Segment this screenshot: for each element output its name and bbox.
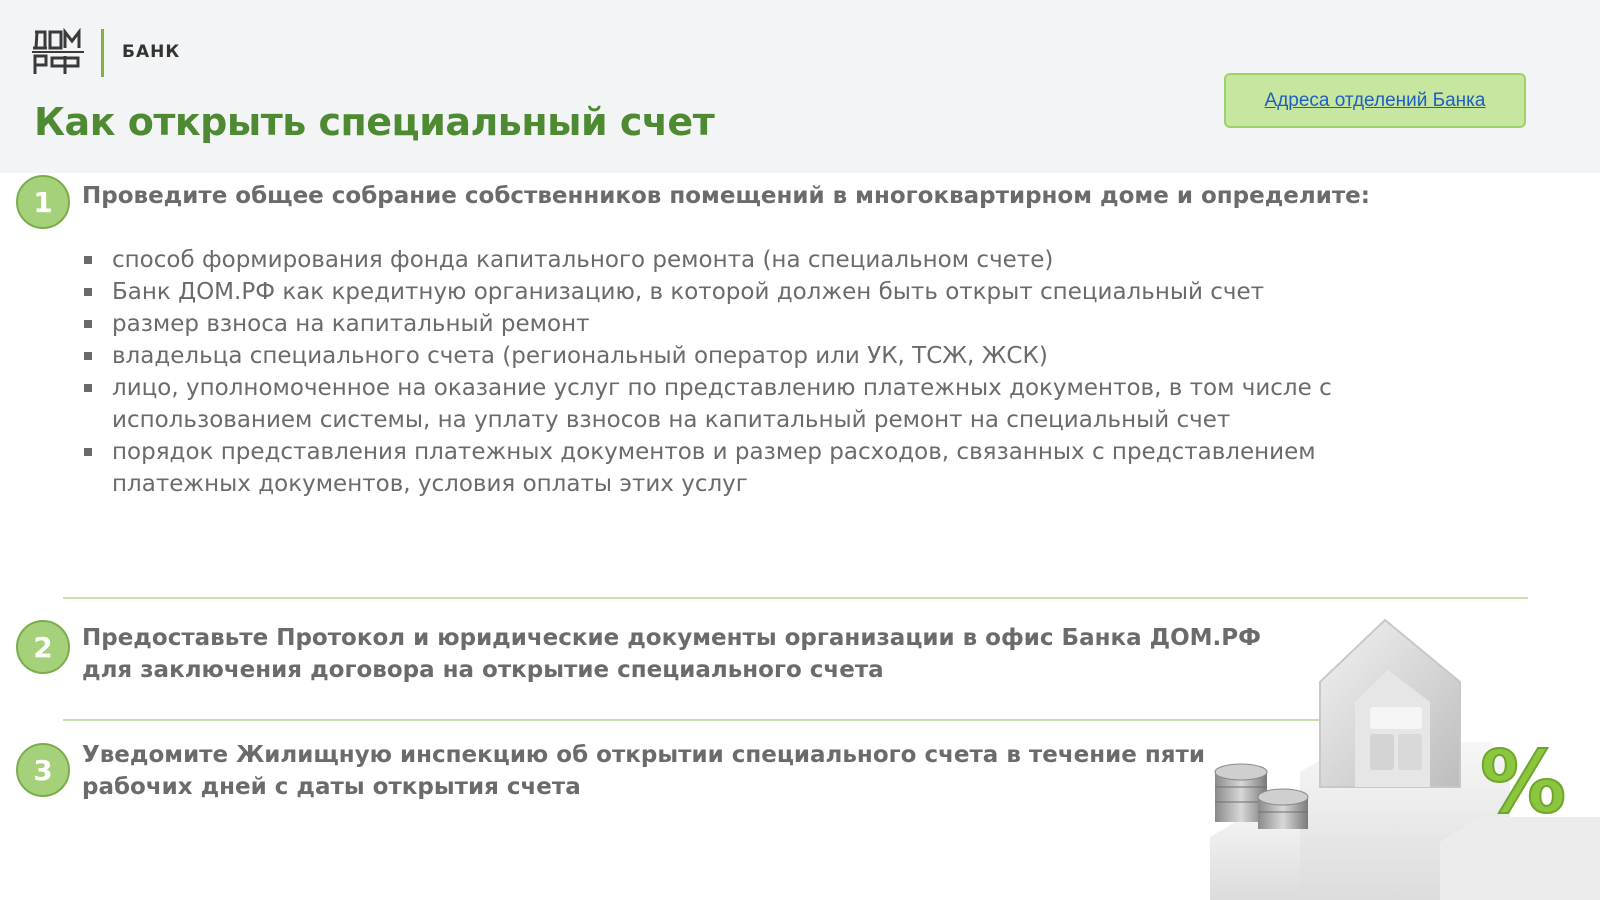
step-1-bullet-list (84, 244, 1384, 500)
bank-branches-link-label[interactable]: Адреса отделений Банка (1264, 89, 1486, 111)
list-item: размер взноса на капитальный ремонт (84, 308, 1384, 340)
house-icon (1320, 620, 1460, 787)
step-3-badge (16, 743, 70, 797)
step-1-badge (16, 175, 70, 229)
percent-icon (1480, 733, 1566, 833)
list-item: лицо, уполномоченное на оказание услуг по представлению платежных документов, в том числе с использованием системы, на уплату взносов на капитальный ремонт на специальный счет (84, 372, 1384, 436)
percent-symbol: % (1480, 733, 1567, 833)
step-3-number: 3 (33, 753, 53, 787)
step-3-heading-line-1: Уведомите Жилищную инспекцию об открытии специального счета в течение пяти (82, 742, 1205, 768)
bank-label: БАНК (122, 42, 181, 62)
page-title: Как открыть специальный счет (34, 100, 715, 144)
step-1-number: 1 (33, 185, 53, 219)
step-3-heading (82, 739, 1205, 803)
domrf-logo-icon (32, 28, 84, 76)
coins-icon (1215, 764, 1308, 829)
step-2-number: 2 (33, 630, 53, 664)
logo-divider (101, 29, 104, 77)
section-divider-1 (63, 597, 1528, 599)
list-item: владельца специального счета (региональный оператор или УК, ТСЖ, ЖСК) (84, 340, 1384, 372)
bank-branches-link-button[interactable] (1224, 73, 1526, 128)
step-2-heading-line-2: для заключения договора на открытие специального счета (82, 657, 884, 683)
list-item: Банк ДОМ.РФ как кредитную организацию, в которой должен быть открыт специальный счет (84, 276, 1384, 308)
step-2-heading (82, 622, 1261, 686)
step-2-badge (16, 620, 70, 674)
house-coins-illustration (1210, 612, 1600, 900)
list-item: способ формирования фонда капитального ремонта (на специальном счете) (84, 244, 1384, 276)
step-1-heading: Проведите общее собрание собственников помещений в многоквартирном доме и определите: (82, 183, 1370, 209)
step-2-heading-line-1: Предоставьте Протокол и юридические документы организации в офис Банка ДОМ.РФ (82, 625, 1261, 651)
section-divider-2 (63, 719, 1333, 721)
step-3-heading-line-2: рабочих дней с даты открытия счета (82, 774, 581, 800)
list-item: порядок представления платежных документов и размер расходов, связанных с представлением платежных документов, условия оплаты этих услуг (84, 436, 1384, 500)
